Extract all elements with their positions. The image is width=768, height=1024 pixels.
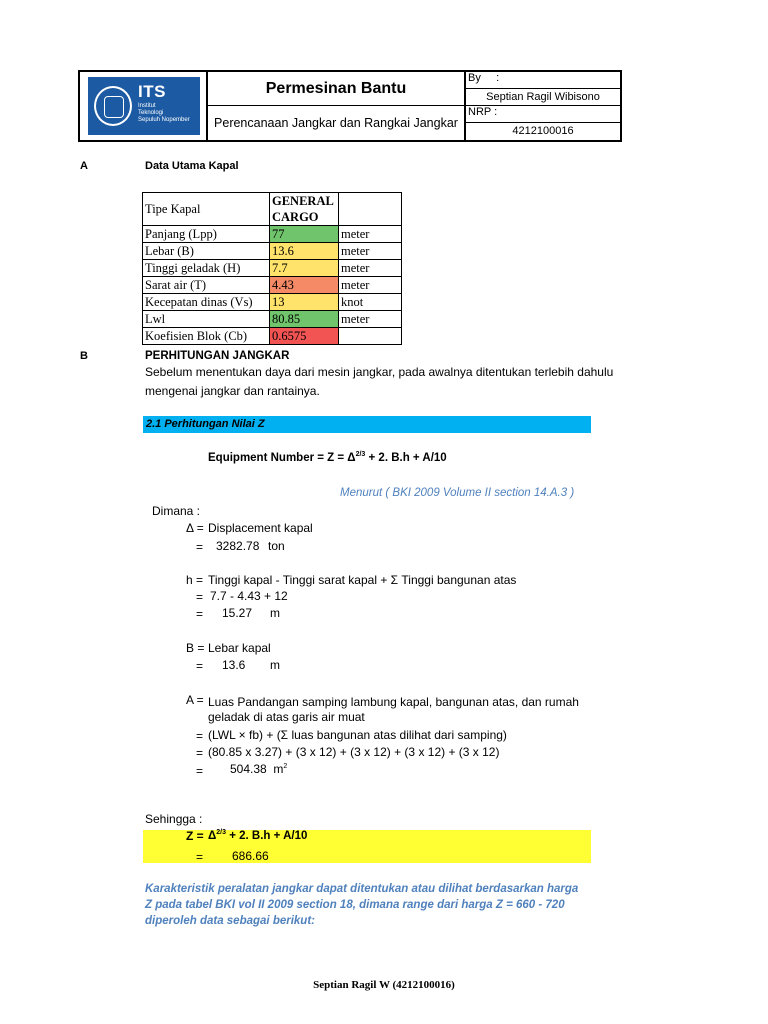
delta-symbol: Δ = [186,521,204,535]
table-row [143,277,402,294]
note-line-3: diperoleh data sebagai berikut: [145,915,315,927]
table-row [143,311,402,328]
row-label: Sarat air (T) [143,277,270,294]
table-row [143,260,402,277]
table-row [143,243,402,260]
seal-icon [94,86,132,126]
h-desc: Tinggi kapal - Tinggi sarat kapal + Σ Tinggi bangunan atas [208,573,517,587]
row-label: Tinggi geladak (H) [143,260,270,277]
nrp-value: 4212100016 [512,125,574,137]
row-label: Panjang (Lpp) [143,226,270,243]
a-calc-1: (LWL × fb) + (Σ luas bangunan atas dilihat dari samping) [208,728,507,742]
doc-title: Permesinan Bantu [208,72,464,106]
dimana-label: Dimana : [152,504,201,518]
row-unit: meter [339,311,402,328]
row-label: Kecepatan dinas (Vs) [143,294,270,311]
row-value: 77 [270,226,339,243]
b-symbol: B = [186,641,205,655]
a-calc-2: (80.85 x 3.27) + (3 x 12) + (3 x 12) + (3 x 12) + (3 x 12) [208,745,500,759]
subsection-title: 2.1 Perhitungan Nilai Z [146,418,265,430]
row-unit: knot [339,294,402,311]
section-a-letter: A [80,160,88,172]
row-value: 0.6575 [270,328,339,345]
ship-data-table [142,192,402,345]
header-table [78,70,622,142]
row-unit: meter [339,260,402,277]
row-value: 13.6 [270,243,339,260]
h-calc: 7.7 - 4.43 + 12 [210,589,288,603]
a-desc-1: Luas Pandangan samping lambung kapal, bangunan atas, dan rumah [208,695,579,709]
row-value: 13 [270,294,339,311]
its-logo [88,77,200,135]
row-unit [339,328,402,345]
logo-cell [80,72,208,140]
h-symbol: h = [186,573,204,587]
table-row [143,328,402,345]
note-line-1: Karakteristik peralatan jangkar dapat ditentukan atau dilihat berdasarkan harga [145,883,579,895]
row-value: 7.7 [270,260,339,277]
intro-line-2: mengenai jangkar dan rantainya. [145,384,320,398]
table-header-row: Tipe Kapal GENERAL CARGO [143,193,402,226]
delta-unit: ton [268,539,285,553]
logo-title: ITS [138,82,166,101]
z-value: 686.66 [232,849,269,863]
row-unit: meter [339,277,402,294]
by-label: By : [466,72,620,89]
row-label: Lebar (B) [143,243,270,260]
row-unit: meter [339,243,402,260]
row-unit: meter [339,226,402,243]
section-b-letter: B [80,350,88,362]
row-value: 4.43 [270,277,339,294]
section-b-title: PERHITUNGAN JANGKAR [145,350,290,362]
by-value: Septian Ragil Wibisono [466,89,620,106]
nrp-label: NRP : [466,106,620,123]
z-symbol: Z = [186,829,204,843]
table-row [143,226,402,243]
delta-value: 3282.78 [216,539,260,553]
a-desc-2: geladak di atas garis air muat [208,710,365,724]
sehingga-label: Sehingga : [145,812,203,826]
a-symbol: A = [186,693,204,707]
note-line-2: Z pada tabel BKI vol II 2009 section 18, dimana range dari harga Z = 660 - 720 [145,899,565,911]
row-label: Koefisien Blok (Cb) [143,328,270,345]
section-a-title: Data Utama Kapal [145,160,239,172]
h-value: 15.27 [222,606,253,620]
doc-subtitle: Perencanaan Jangkar dan Rangkai Jangkar [214,116,458,130]
delta-desc: Displacement kapal [208,521,313,535]
equipment-number-formula: Equipment Number = $Z = \Delta^{2/3} + 2$. B.h + A/10 [208,451,447,464]
b-unit: m [270,658,280,672]
logo-subtitle: Institut Teknologi Sepuluh Nopember [138,103,190,123]
h-unit: m [270,606,280,620]
page-footer: Septian Ragil W (4212100016) [313,979,455,991]
intro-line-1: Sebelum menentukan daya dari mesin jangkar, pada awalnya ditentukan terlebih dahulu [145,365,614,379]
a-value: 504.38 $m^2$ [230,762,288,776]
reference-note: Menurut ( BKI 2009 Volume II section 14.A.3 ) [340,487,575,499]
b-value: 13.6 [222,658,246,672]
row-label: Lwl [143,311,270,328]
table-row [143,294,402,311]
z-formula: $\Delta^{2/3} + 2$. B.h + A/10 [208,829,308,842]
row-value: 80.85 [270,311,339,328]
b-desc: Lebar kapal [208,641,271,655]
